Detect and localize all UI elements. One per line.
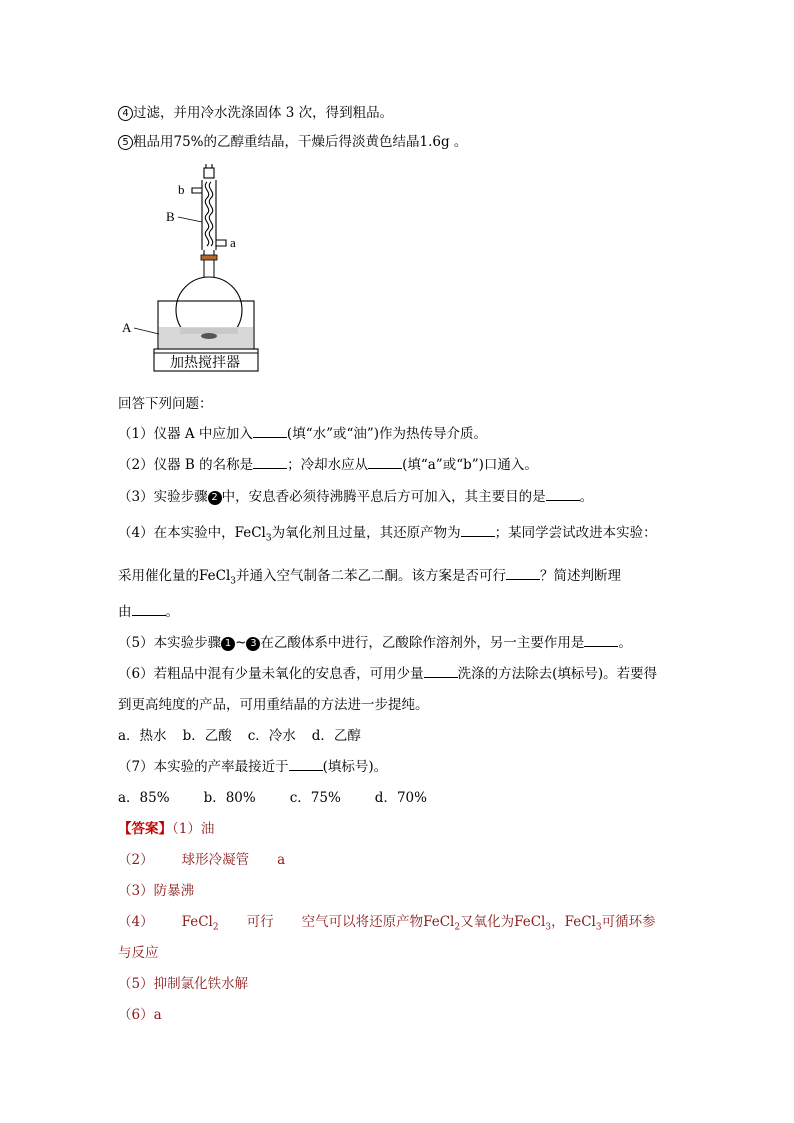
answer-6 <box>118 1006 162 1024</box>
answer-5 <box>118 975 248 993</box>
answer-1 <box>118 820 214 838</box>
chem-subscript: 3 <box>265 533 272 544</box>
q4-text: 采用催化量的 <box>118 568 199 584</box>
chem-formula: FeCl <box>234 525 266 541</box>
stopper-clamp <box>201 255 217 260</box>
step-number: 5 <box>118 135 133 150</box>
answer-value: a <box>277 852 286 868</box>
question-4-line-3 <box>118 603 179 621</box>
chem-formula: FeCl <box>423 914 455 930</box>
option-b: b．乙酸 <box>182 728 232 744</box>
answer-text: 可循环参 <box>601 914 656 930</box>
option-a: a．热水 <box>118 728 167 744</box>
answer-value: a <box>153 1007 162 1023</box>
option-d: d．70% <box>374 790 427 806</box>
answer-blank <box>506 567 540 580</box>
answer-blank <box>584 634 618 647</box>
answer-value: 球形冷凝管 <box>181 852 250 868</box>
q2-text: （2）仪器 B 的名称是 <box>118 457 254 473</box>
option-c: c．冷水 <box>247 728 296 744</box>
q5-text-mid: 在乙酸体系中进行，乙酸除作溶剂外，另一主要作用是 <box>260 635 585 651</box>
q7-text: （7）本实验的产率最接近于 <box>118 759 289 775</box>
step-5 <box>118 133 467 151</box>
q7-text-end: (填标号)。 <box>322 759 388 775</box>
answer-blank <box>289 758 323 771</box>
answer-4-line-2: 与反应 <box>118 945 159 961</box>
answer-number: （4） <box>118 914 154 930</box>
chem-formula: FeCl <box>514 914 546 930</box>
q4-text-end: ；某同学尝试改进本实验： <box>494 525 657 541</box>
q4-text-mid: 并通入空气制备二苯乙二酮。该方案是否可行 <box>236 568 506 584</box>
label-b: b <box>178 182 185 197</box>
apparatus-figure <box>118 160 268 375</box>
question-4 <box>118 524 657 548</box>
chem-formula: FeCl <box>199 568 231 584</box>
step-number: 3 <box>246 637 260 651</box>
answer-blank <box>368 456 402 469</box>
question-2 <box>118 456 538 474</box>
q4-text-mid: 为氧化剂且过量，其还原产物为 <box>271 525 461 541</box>
step-text-end: 。 <box>449 134 468 150</box>
range-tilde: ~ <box>235 635 247 651</box>
q5-text: （5）本实验步骤 <box>118 635 222 651</box>
answer-blank <box>546 488 580 501</box>
answer-blank <box>424 665 458 678</box>
step-number: 1 <box>221 637 235 651</box>
question-3 <box>118 488 593 506</box>
step-text: 过滤，并用冷水洗涤固体 3 次，得到粗品。 <box>133 105 394 121</box>
chem-formula: FeCl <box>564 914 596 930</box>
option-c: c．75% <box>289 790 341 806</box>
question-1 <box>118 425 487 443</box>
q4-text-end: ？简述判断理 <box>540 568 621 584</box>
q4-text: （4）在本实验中， <box>118 525 235 541</box>
chem-subscript: 2 <box>212 922 219 933</box>
answer-2 <box>118 851 285 869</box>
answer-value: 油 <box>200 821 215 837</box>
product-mass: 1.6g <box>419 134 450 150</box>
option-d: d．乙醇 <box>311 728 361 744</box>
answer-number: （1） <box>172 821 201 837</box>
q5-text-end: 。 <box>618 635 632 651</box>
q2-text-mid: ；冷却水应从 <box>287 457 369 473</box>
answer-blank <box>461 524 495 537</box>
label-a: a <box>230 235 236 250</box>
question-7 <box>118 758 387 776</box>
chem-subscript: 2 <box>454 922 461 933</box>
question-5 <box>118 634 632 652</box>
q3-text-end: 。 <box>579 489 594 505</box>
q4-text: 由 <box>118 604 132 620</box>
question-6 <box>118 665 657 683</box>
label-B: B <box>166 209 175 224</box>
q2-text-end: (填“a”或“b”)口通入。 <box>402 457 538 473</box>
answer-4 <box>118 913 656 937</box>
step-text: 粗品用75%的乙醇重结晶，干燥后得淡黄色结晶 <box>133 134 420 150</box>
questions-intro: 回答下列问题： <box>118 396 213 412</box>
question-7-options <box>118 789 427 807</box>
option-a: a．85% <box>118 790 170 806</box>
answer-blank <box>253 425 287 438</box>
chem-subscript: 3 <box>595 922 602 933</box>
chem-subscript: 3 <box>230 576 236 587</box>
option-b: b．80% <box>203 790 256 806</box>
q6-text: （6）若粗品中混有少量未氧化的安息香，可用少量 <box>118 666 424 682</box>
answer-label: 【答案】 <box>118 821 172 837</box>
answer-number: （6） <box>118 1007 154 1023</box>
q3-text: （3）实验步骤 <box>118 489 208 505</box>
label-A: A <box>122 320 132 335</box>
q4-text-end: 。 <box>165 604 179 620</box>
answer-text: 又氧化为 <box>460 914 515 930</box>
q1-text: （1）仪器 A 中应加入 <box>118 426 253 442</box>
chem-subscript: 3 <box>545 922 552 933</box>
q1-text-end: (填“水”或“油”)作为热传导介质。 <box>286 426 488 442</box>
condenser-B <box>192 164 226 260</box>
answer-number: （2） <box>118 852 154 868</box>
answer-value: 可行 <box>246 914 274 930</box>
answer-value: 防暴沸 <box>153 883 195 899</box>
step-number: 2 <box>208 491 222 505</box>
answer-value: 抑制氯化铁水解 <box>153 976 249 992</box>
question-6-line-2: 到更高纯度的产品，可用重结晶的方法进一步提纯。 <box>118 697 429 713</box>
answer-number: （3） <box>118 883 154 899</box>
step-4 <box>118 104 393 122</box>
chem-formula: FeCl <box>181 914 213 930</box>
question-6-options <box>118 727 361 745</box>
answer-text: 空气可以将还原产物 <box>301 914 424 930</box>
answer-3 <box>118 882 194 900</box>
q3-text-mid: 中，安息香必须待沸腾平息后方可加入，其主要目的是 <box>221 489 546 505</box>
answer-number: （5） <box>118 976 154 992</box>
heater-label: 加热搅拌器 <box>170 355 240 371</box>
q6-text-end: 洗涤的方法除去(填标号)。若要得 <box>457 666 658 682</box>
answer-blank <box>132 603 166 616</box>
question-4-line-2 <box>118 567 621 591</box>
answer-text: ， <box>551 914 565 930</box>
answer-blank <box>253 456 287 469</box>
step-number: 4 <box>118 106 133 121</box>
